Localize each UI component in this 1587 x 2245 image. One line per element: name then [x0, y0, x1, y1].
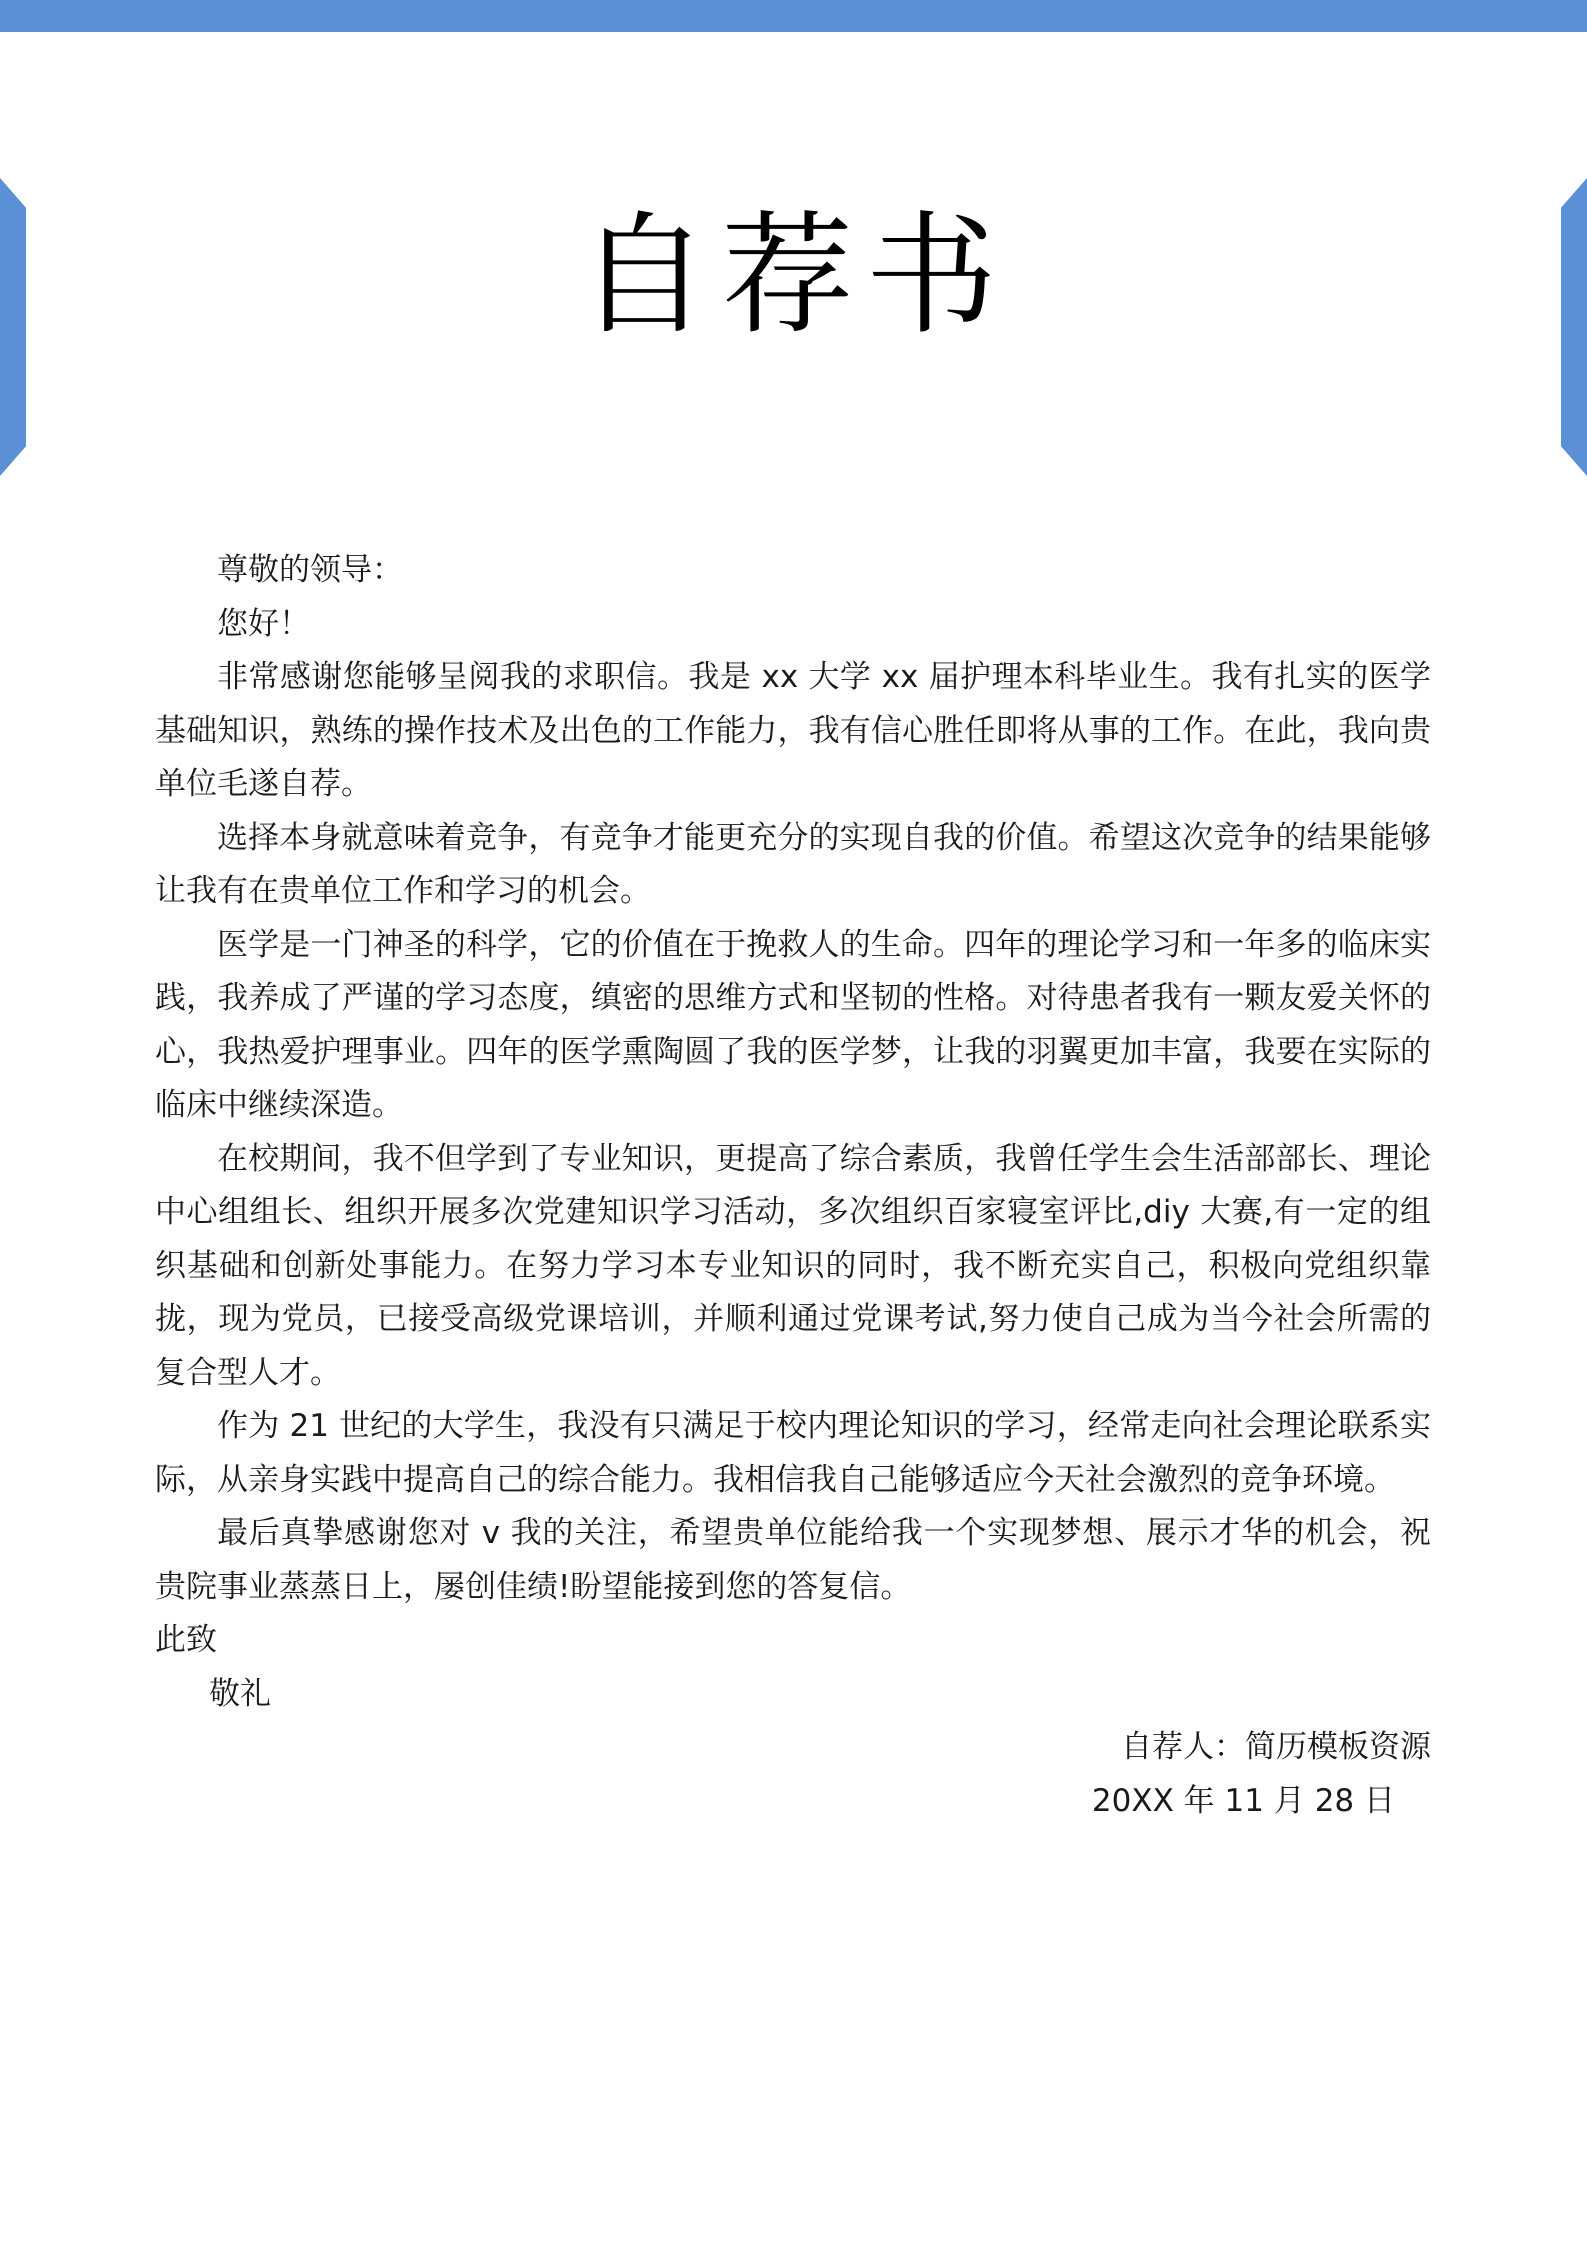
salutation: 尊敬的领导： — [217, 552, 403, 588]
regards: 敬礼 — [209, 1675, 271, 1712]
signature: 自荐人：简历模板资源 — [1121, 1729, 1431, 1765]
paragraph-thanks: 最后真挚感谢您对 v 我的关注，希望贵单位能给我一个实现梦想、展示才华的机会，祝贵院事业蒸蒸日上，屡创佳绩!盼望能接到您的答复信。 — [155, 1515, 1431, 1605]
paragraph-campus: 在校期间，我不但学到了专业知识，更提高了综合素质，我曾任学生会生活部部长、理论中心组组长、组织开展多次党建知识学习活动，多次组织百家寝室评比,diy 大赛,有一定的组织基础和创新处事能力。在努力学习本专业知识的同时，我不断充实自己，积极向党组织靠拢，现为党员，已接受高级党课培训，并顺利通过党课考试,努力使自己成为当今社会所需的复合型人才。 — [155, 1140, 1431, 1391]
document-title: 自荐书 — [577, 199, 1010, 353]
greeting: 您好！ — [217, 605, 310, 642]
paragraph-medicine: 医学是一门神圣的科学，它的价值在于挽救人的生命。四年的理论学习和一年多的临床实践，我养成了严谨的学习态度，缜密的思维方式和坚韧的性格。对待患者我有一颗友爱关怀的心，我热爱护理事业。四年的医学熏陶圆了我的医学梦，让我的羽翼更加丰富，我要在实际的临床中继续深造。 — [155, 926, 1431, 1123]
paragraph-competition: 选择本身就意味着竞争，有竞争才能更充分的实现自我的价值。希望这次竞争的结果能够让我有在贵单位工作和学习的机会。 — [155, 819, 1431, 909]
paragraph-practice: 作为 21 世纪的大学生，我没有只满足于校内理论知识的学习，经常走向社会理论联系实际，从亲身实践中提高自己的综合能力。我相信我自己能够适应今天社会激烈的竞争环境。 — [155, 1408, 1431, 1498]
paragraph-intro: 非常感谢您能够呈阅我的求职信。我是 xx 大学 xx 届护理本科毕业生。我有扎实的医学基础知识，熟练的操作技术及出色的工作能力，我有信心胜任即将从事的工作。在此，我向贵单位毛遂自荐。 — [155, 659, 1431, 802]
closing: 此致 — [155, 1622, 217, 1658]
top-accent-bar — [0, 0, 1587, 32]
letter-body — [155, 544, 1431, 1828]
date: 20XX 年 11 月 28 日 — [1091, 1782, 1395, 1819]
